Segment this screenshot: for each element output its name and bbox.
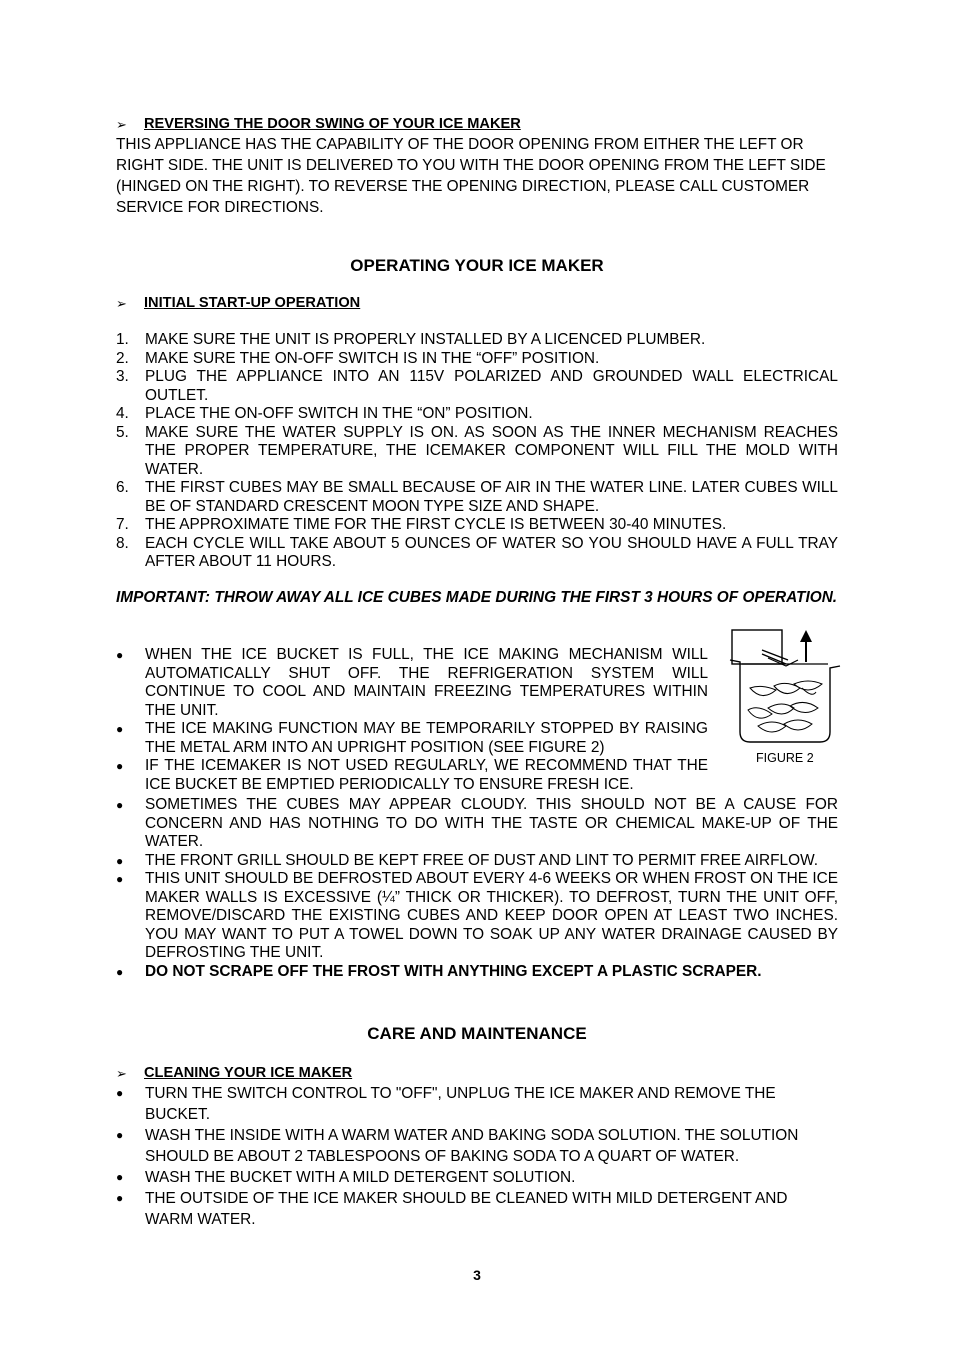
bullet-icon: ● (116, 722, 124, 736)
arrow-bullet-icon: ➢ (116, 117, 127, 132)
list-item: ● WASH THE INSIDE WITH A WARM WATER AND BAKING SODA SOLUTION. THE SOLUTION SHOULD BE ABOUT 2 TABLESPOONS OF BAKING SODA TO A QUART OF WATER. (116, 1127, 799, 1165)
list-item: 5. MAKE SURE THE WATER SUPPLY IS ON. AS SOON AS THE INNER MECHANISM REACHES THE PROPER TEMPERATURE, THE ICEMAKER COMPONENT WILL FILL THE MOLD WITH WATER. (116, 423, 838, 478)
bullet-icon: ● (116, 1191, 124, 1205)
operating-bullets-wide (116, 796, 838, 981)
list-item: 6. THE FIRST CUBES MAY BE SMALL BECAUSE OF AIR IN THE WATER LINE. LATER CUBES WILL BE OF STANDARD CRESCENT MOON TYPE SIZE AND SHAPE. (116, 479, 838, 515)
list-item: ● WHEN THE ICE BUCKET IS FULL, THE ICE MAKING MECHANISM WILL AUTOMATICALLY SHUT OFF. THE REFRIGERATION SYSTEM WILL CONTINUE TO COOL AND MAINTAIN FREEZING TEMPERATURES WITHIN THE UNIT. (116, 646, 708, 719)
list-item: 2. MAKE SURE THE ON-OFF SWITCH IS IN THE “OFF” POSITION. (116, 349, 600, 367)
bullet-icon: ● (116, 853, 124, 868)
cleaning-subheading: CLEANING YOUR ICE MAKER (144, 1065, 353, 1081)
bullet-icon: ● (116, 872, 124, 886)
bullet-icon: ● (116, 648, 124, 662)
list-item: 7. THE APPROXIMATE TIME FOR THE FIRST CYCLE IS BETWEEN 30-40 MINUTES. (116, 516, 727, 533)
important-note: IMPORTANT: THROW AWAY ALL ICE CUBES MADE DURING THE FIRST 3 HOURS OF OPERATION. (116, 589, 838, 606)
bullet-icon: ● (116, 1170, 124, 1184)
startup-steps (116, 331, 838, 572)
bullet-icon: ● (116, 759, 124, 773)
list-item: ● IF THE ICEMAKER IS NOT USED REGULARLY, WE RECOMMEND THAT THE ICE BUCKET BE EMPTIED PERIODICALLY TO ENSURE FRESH ICE. (116, 757, 708, 793)
bullet-icon: ● (116, 964, 124, 979)
list-item: 8. EACH CYCLE WILL TAKE ABOUT 5 OUNCES OF WATER SO YOU SHOULD HAVE A FULL TRAY AFTER ABOUT 11 HOURS. (116, 534, 838, 570)
list-item: ● THE OUTSIDE OF THE ICE MAKER SHOULD BE CLEANED WITH MILD DETERGENT AND WARM WATER. (116, 1190, 788, 1228)
list-item: ● TURN THE SWITCH CONTROL TO "OFF", UNPLUG THE ICE MAKER AND REMOVE THE BUCKET. (116, 1085, 776, 1123)
bullet-icon: ● (116, 1128, 124, 1142)
care-title: CARE AND MAINTENANCE (367, 1024, 587, 1043)
startup-subheading: INITIAL START-UP OPERATION (144, 295, 361, 311)
page-number: 3 (473, 1267, 481, 1283)
list-item: ● SOMETIMES THE CUBES MAY APPEAR CLOUDY. THIS SHOULD NOT BE A CAUSE FOR CONCERN AND HAS NOTHING TO DO WITH THE TASTE OR CHEMICAL MAKE-UP OF THE WATER. (116, 796, 838, 850)
cleaning-bullets (116, 1083, 838, 1230)
list-item: 3. PLUG THE APPLIANCE INTO AN 115V POLARIZED AND GROUNDED WALL ELECTRICAL OUTLET. (116, 368, 838, 404)
operating-title: OPERATING YOUR ICE MAKER (350, 256, 604, 275)
reverse-body: THIS APPLIANCE HAS THE CAPABILITY OF THE DOOR OPENING FROM EITHER THE LEFT OR RIGHT SIDE. THE UNIT IS DELIVERED TO YOU WITH THE DOOR OPENING FROM THE LEFT SIDE (HINGED ON THE RIGHT). TO REVERSE THE OPENING DIRECTION, PLEASE CALL CUSTOMER SERVICE FOR DIRECTIONS. (116, 136, 826, 216)
reverse-heading: REVERSING THE DOOR SWING OF YOUR ICE MAKER (144, 116, 521, 132)
figure-caption: FIGURE 2 (756, 751, 814, 765)
list-item: 1. MAKE SURE THE UNIT IS PROPERLY INSTALLED BY A LICENCED PLUMBER. (116, 331, 706, 348)
list-item: 4. PLACE THE ON-OFF SWITCH IN THE “ON” POSITION. (116, 405, 533, 422)
list-item: ● WASH THE BUCKET WITH A MILD DETERGENT SOLUTION. (116, 1169, 576, 1186)
operating-bullets-narrow (116, 646, 708, 794)
list-item: ● THIS UNIT SHOULD BE DEFROSTED ABOUT EVERY 4-6 WEEKS OR WHEN FROST ON THE ICE MAKER WALLS IS EXCESSIVE (¼” THICK OR THICKER). TO DEFROST, TURN THE UNIT OFF, REMOVE/DISCARD THE EXISTING CUBES AND KEEP DOOR OPEN AT LEAST TWO INCHES. YOU MAY WANT TO PUT A TOWEL DOWN TO SOAK UP ANY WATER DRAINAGE CAUSED BY DEFROSTING THE UNIT. (116, 870, 838, 961)
ice-bucket-figure (728, 628, 842, 746)
bullet-icon: ● (116, 1086, 124, 1100)
list-item: ● DO NOT SCRAPE OFF THE FROST WITH ANYTHING EXCEPT A PLASTIC SCRAPER. (116, 962, 762, 980)
bullet-icon: ● (116, 798, 124, 812)
arrow-bullet-icon: ➢ (116, 296, 127, 311)
list-item: ● THE ICE MAKING FUNCTION MAY BE TEMPORARILY STOPPED BY RAISING THE METAL ARM INTO AN UPRIGHT POSITION (SEE FIGURE 2) (116, 720, 708, 756)
list-item: ● THE FRONT GRILL SHOULD BE KEPT FREE OF DUST AND LINT TO PERMIT FREE AIRFLOW. (116, 851, 819, 869)
arrow-bullet-icon: ➢ (116, 1066, 127, 1081)
